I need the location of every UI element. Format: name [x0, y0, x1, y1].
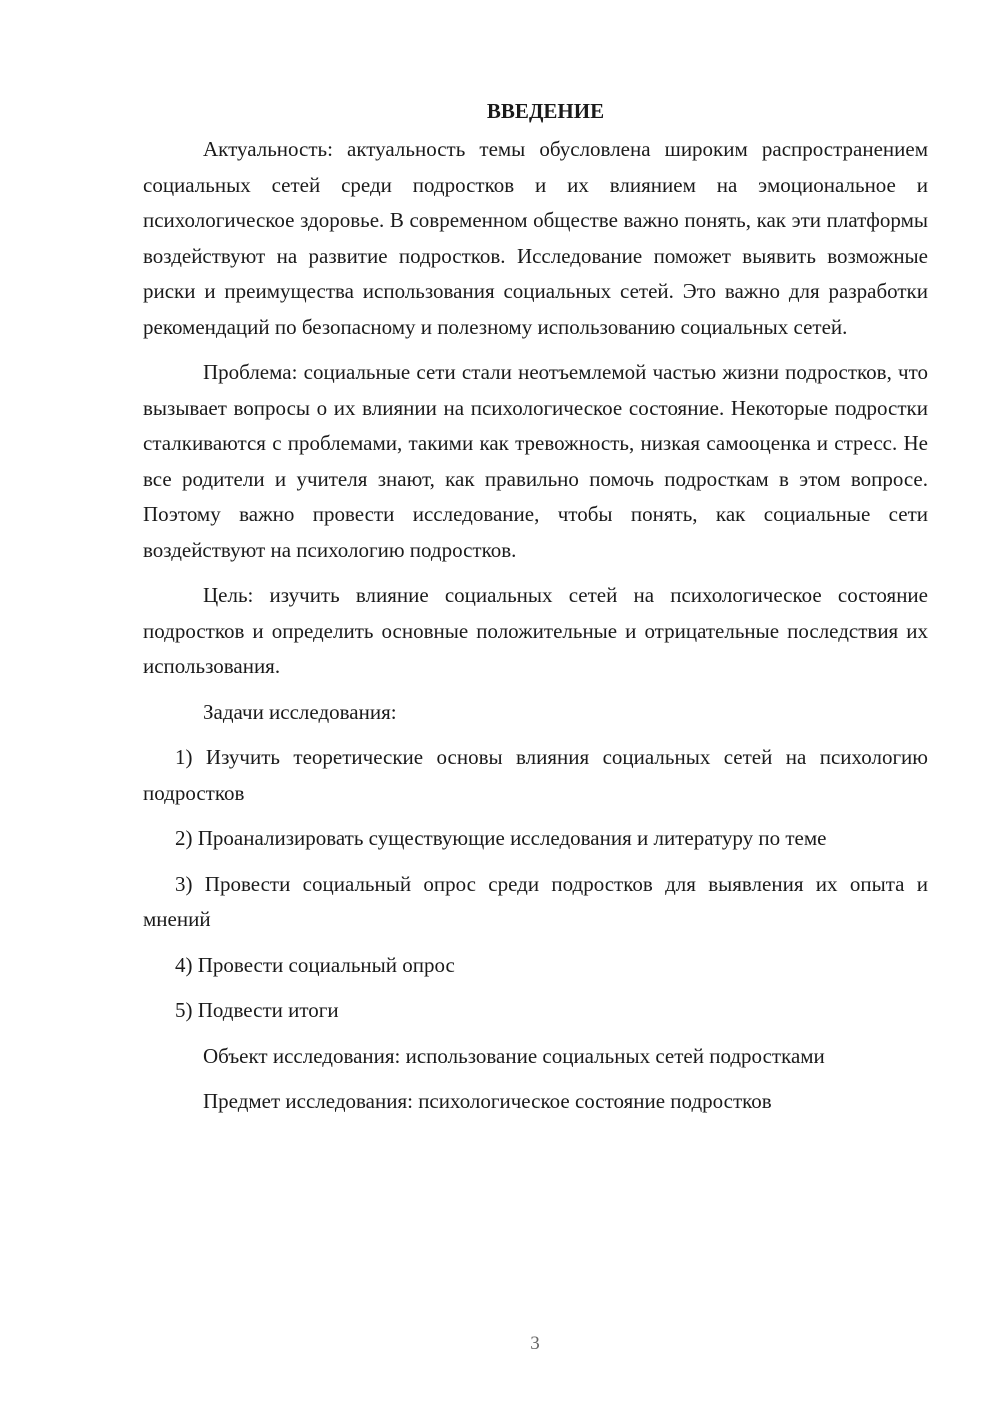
task-item: 2) Проанализировать существующие исследования и литературу по теме [175, 826, 827, 850]
section-title: ВВЕДЕНИЕ [486, 99, 605, 123]
task-item: 5) Подвести итоги [175, 998, 339, 1022]
task-item: 3) Провести социальный опрос среди подростков для выявления их опыта и мнений [143, 871, 928, 931]
goal-paragraph: Цель: изучить влияние социальных сетей на психологическое состояние подростков и определить основные положительные и отрицательные последствия их использования. [143, 583, 928, 678]
page-number: 3 [530, 1333, 540, 1354]
problem-paragraph: Проблема: социальные сети стали неотъемлемой частью жизни подростков, что вызывает вопросы о их влиянии на психологическое состояние. Некоторые подростки сталкиваются с проблемами, такими как тревожность, низкая самооценка и стресс. Не все родители и учителя знают, как правильно помочь подросткам в этом вопросе. Поэтому важно провести исследование, чтобы понять, как социальные сети воздействуют на психологию подростков. [143, 360, 928, 562]
subject-paragraph: Предмет исследования: психологическое состояние подростков [203, 1089, 772, 1113]
page-content [143, 96, 928, 1130]
object-paragraph: Объект исследования: использование социальных сетей подростками [203, 1043, 825, 1068]
task-item: 1) Изучить теоретические основы влияния социальных сетей на психологию подростков [143, 745, 928, 805]
task-item: 4) Провести социальный опрос [175, 952, 455, 977]
relevance-paragraph: Актуальность: актуальность темы обусловлена широким распространением социальных сетей среди подростков и их влиянием на эмоциональное и психологическое здоровье. В современном обществе важно понять, как эти платформы воздействуют на развитие подростков. Исследование поможет выявить возможные риски и преимущества использования социальных сетей. Это важно для разработки рекомендаций по безопасному и полезному использованию социальных сетей. [143, 137, 928, 339]
tasks-heading: Задачи исследования: [203, 699, 397, 724]
